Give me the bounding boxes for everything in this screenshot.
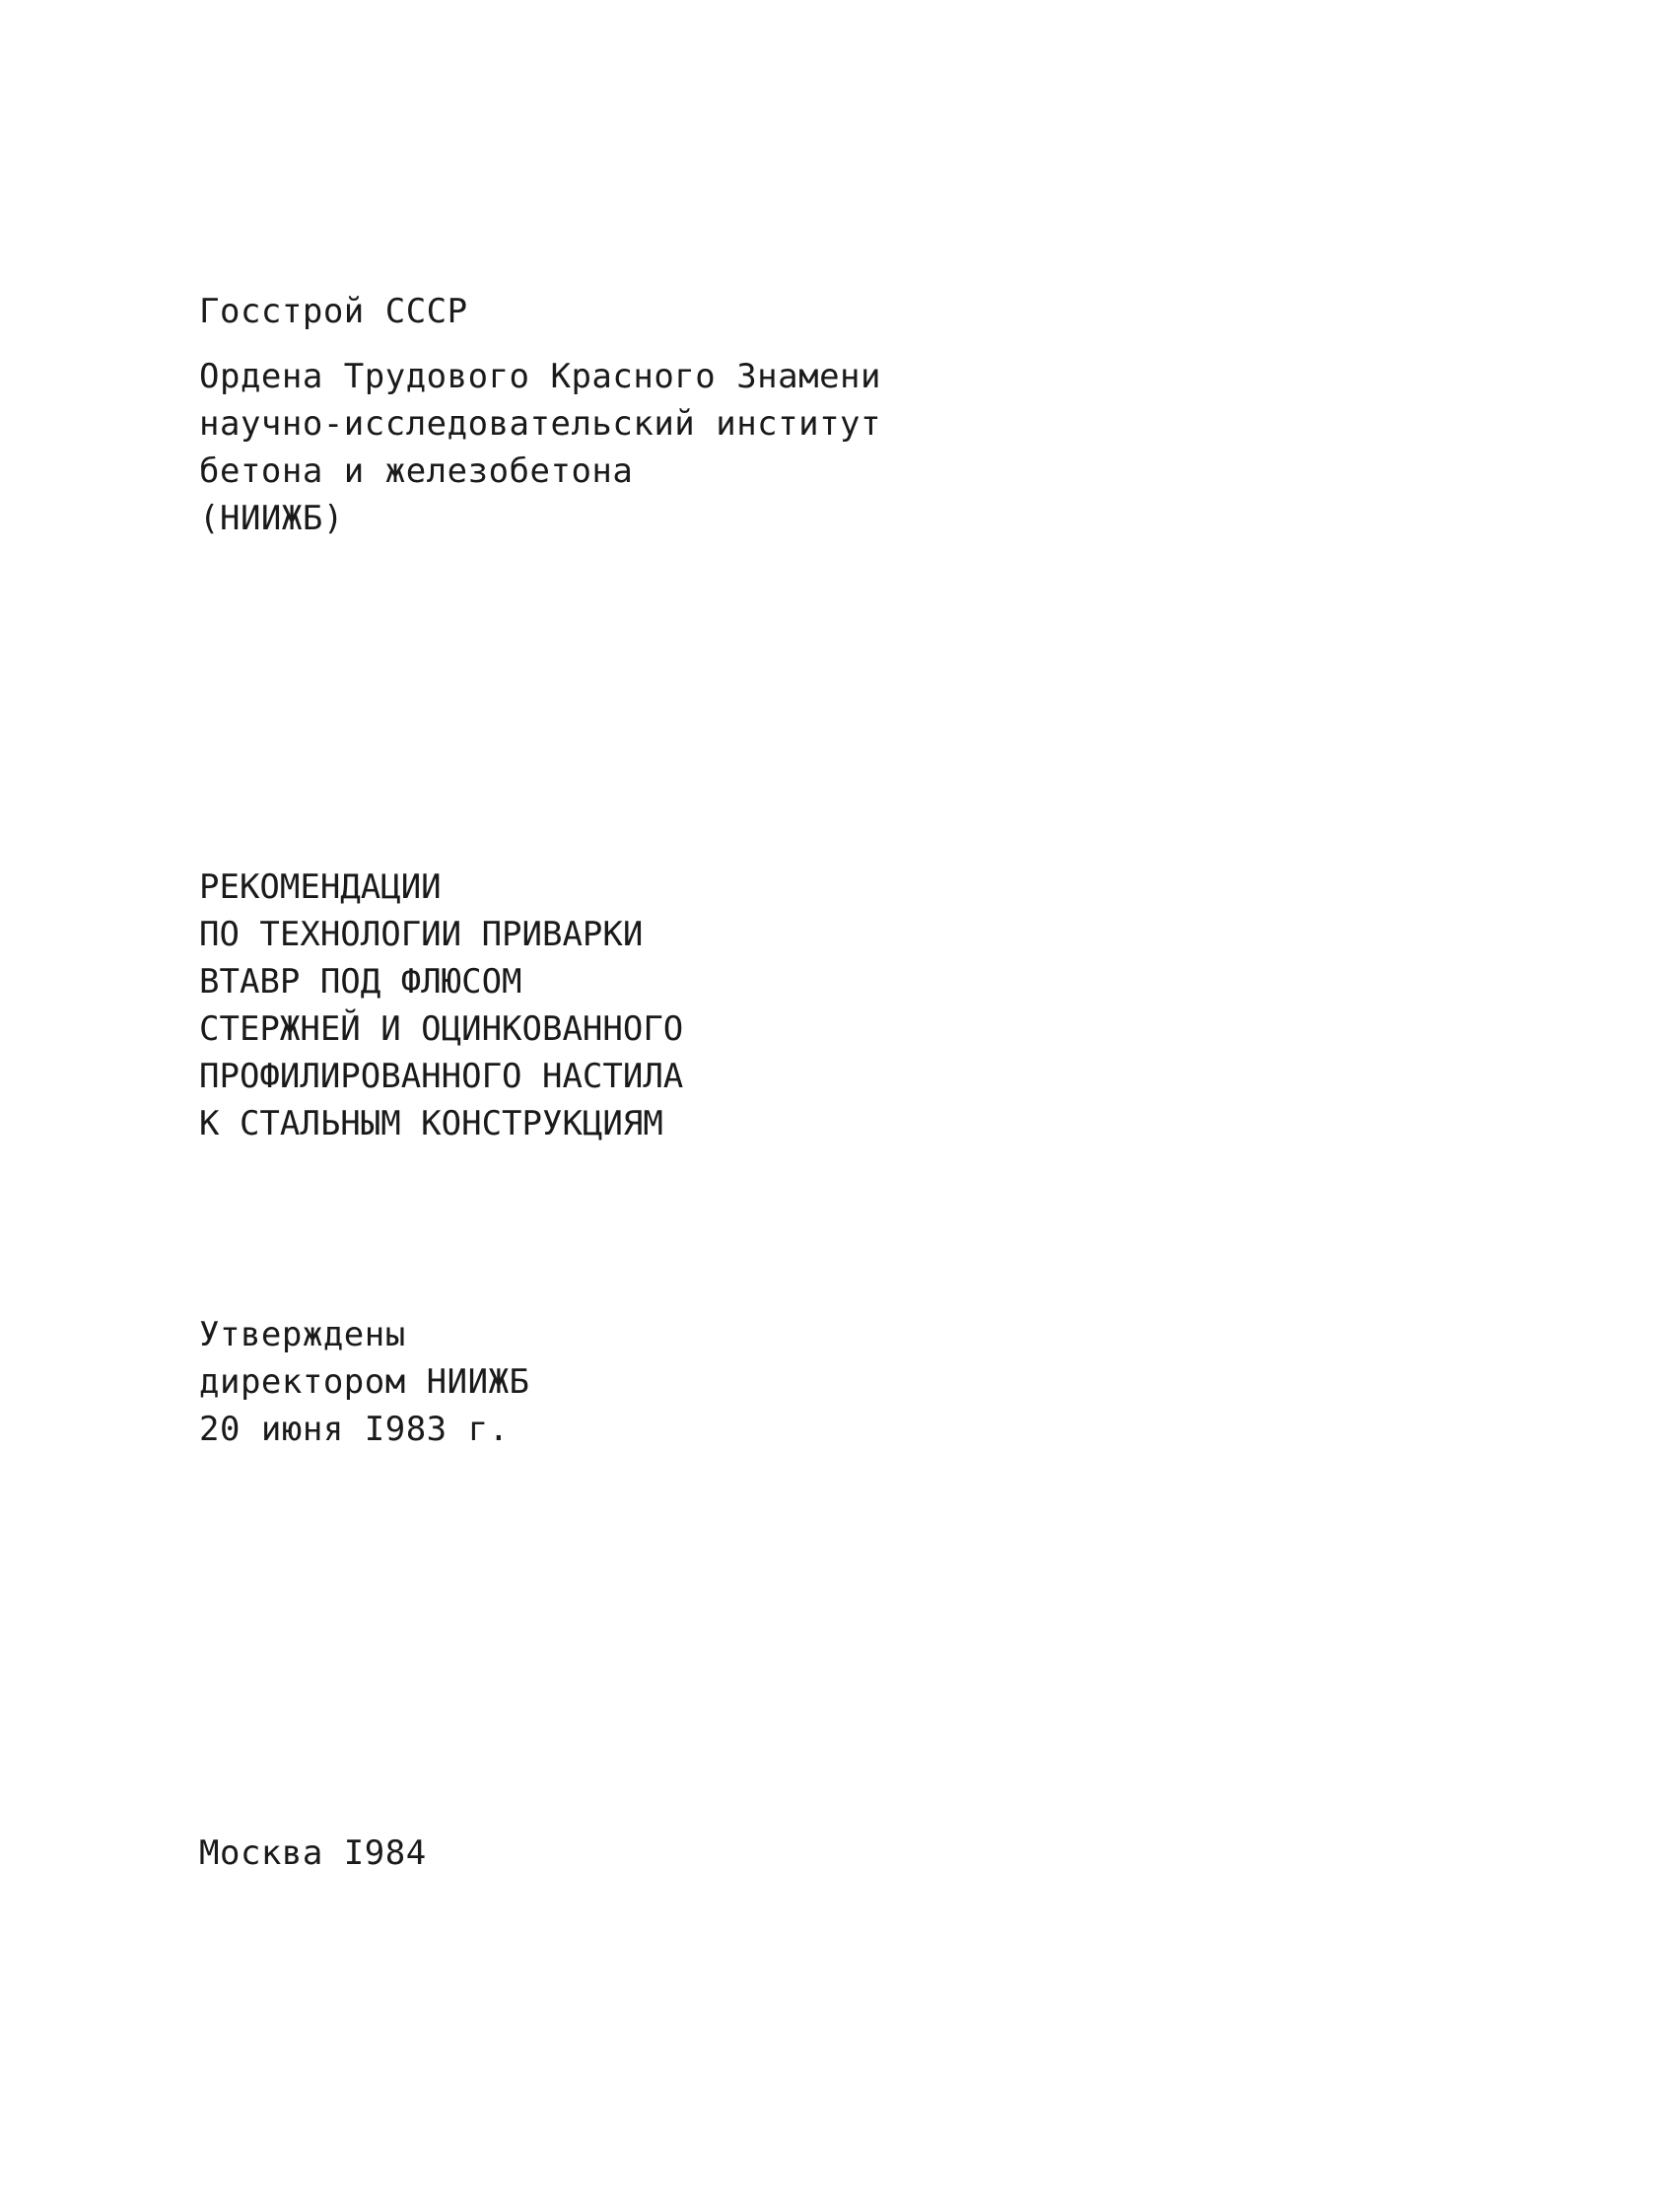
approval-block [199, 1311, 530, 1453]
title-line-5: ПРОФИЛИРОВАННОГО НАСТИЛА [199, 1057, 684, 1096]
title-line-4: СТЕРЖНЕЙ И ОЦИНКОВАННОГО [199, 1009, 684, 1049]
institute-line-1: Ордена Трудового Красного Знамени [199, 357, 882, 396]
institute-abbreviation: (НИИЖБ) [199, 499, 344, 538]
institute-line-3: бетона и железобетона [199, 451, 634, 491]
title-line-3: ВТАВР ПОД ФЛЮСОМ [199, 962, 522, 1002]
ministry-block [199, 288, 468, 335]
ministry-name: Госстрой СССР [199, 292, 468, 331]
institute-block [199, 353, 881, 542]
approval-date: 20 июня I983 г. [199, 1410, 510, 1449]
institute-line-2: научно-исследовательский институт [199, 404, 882, 444]
approval-line-1: Утверждены [199, 1315, 406, 1354]
title-line-2: ПО ТЕХНОЛОГИИ ПРИВАРКИ [199, 915, 644, 954]
imprint-block [199, 1830, 427, 1877]
title-line-1: РЕКОМЕНДАЦИИ [199, 867, 442, 907]
place-and-year: Москва I984 [199, 1833, 427, 1873]
approval-line-2: директором НИИЖБ [199, 1362, 530, 1402]
document-title [199, 864, 683, 1147]
title-line-6: К СТАЛЬНЫМ КОНСТРУКЦИЯМ [199, 1104, 663, 1143]
